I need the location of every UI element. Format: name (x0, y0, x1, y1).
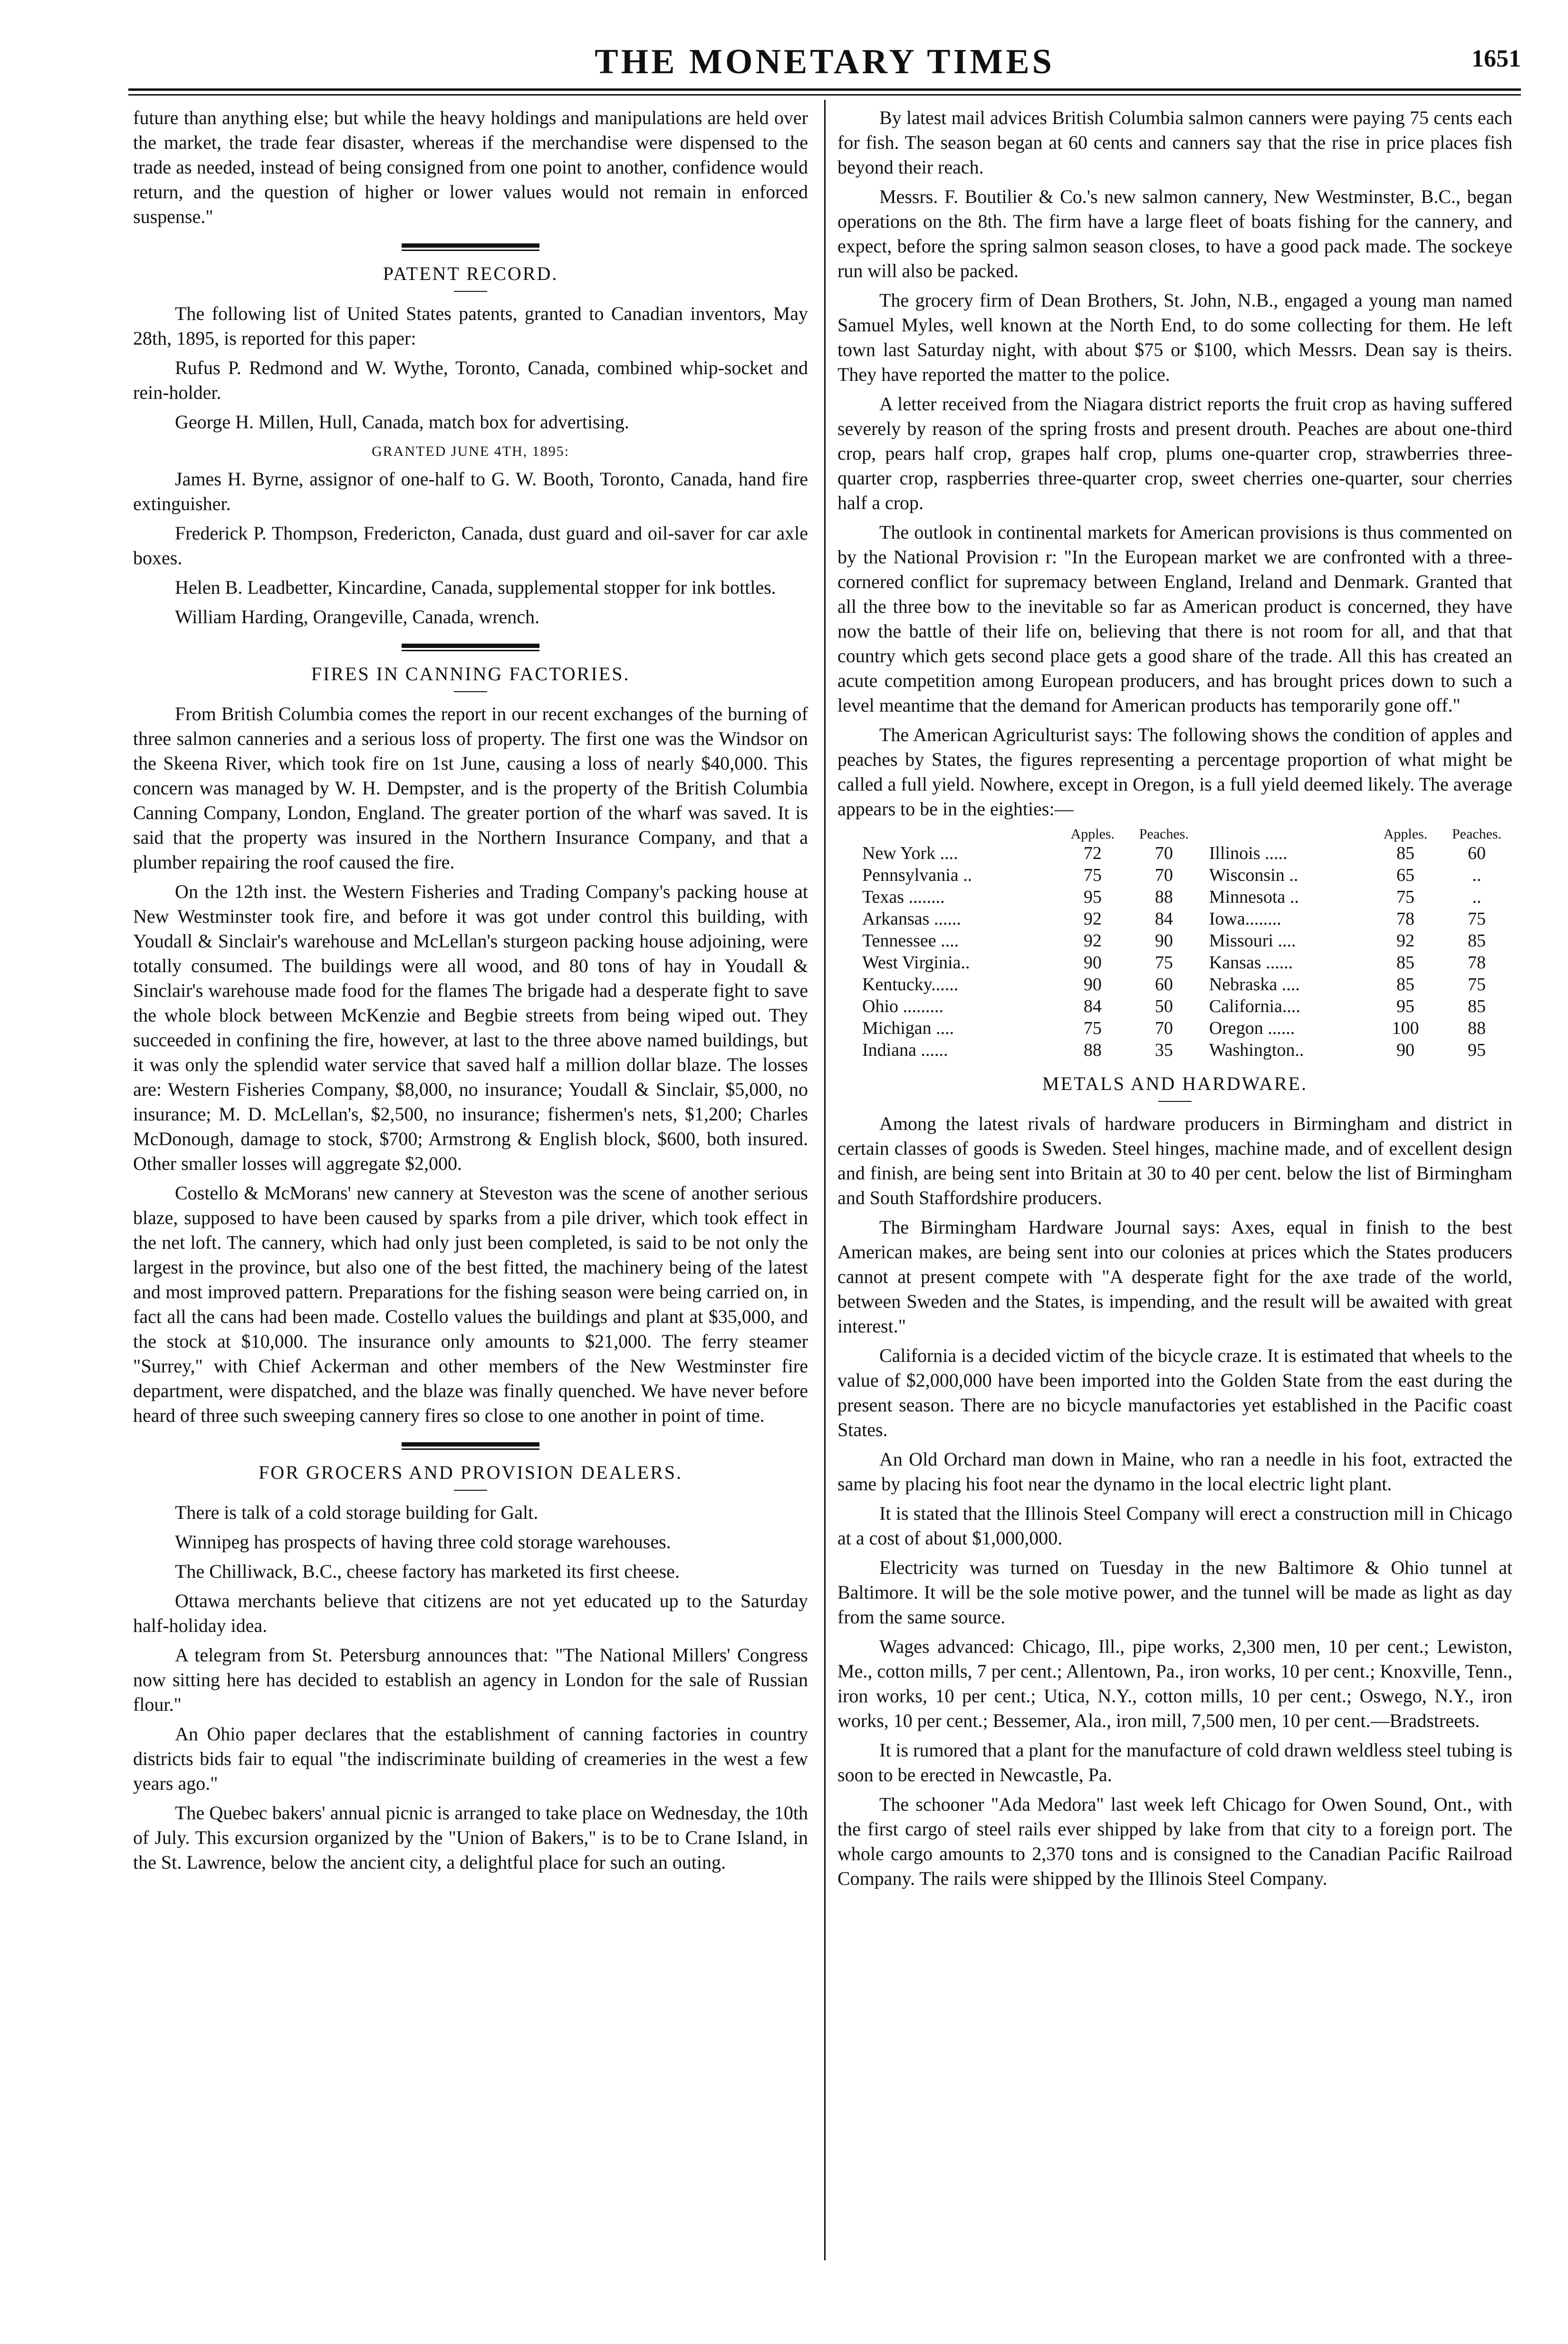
section-title: METALS AND HARDWARE. (1042, 1073, 1308, 1094)
state-name: Texas ........ (862, 887, 945, 907)
peaches-value: 60 (1154, 974, 1173, 994)
peaches-value: 88 (1154, 887, 1173, 907)
apples-value: 75 (1083, 865, 1102, 885)
peaches-value: 75 (1468, 909, 1486, 929)
apples-value: 90 (1083, 953, 1102, 973)
metals-header (837, 1071, 1512, 1102)
state-name: West Virginia.. (862, 953, 970, 973)
section-rule (402, 243, 539, 248)
peaches-value: .. (1472, 887, 1481, 907)
section-rule (402, 644, 539, 648)
patent-record-header (133, 243, 808, 292)
article-continuation: future than anything else; but while the heavy holdings and manipulations are held over the market, the trade fear disaster, whereas if the merchandise were dispensed to the trade as needed, instead of being consigned from one point to another, confidence would return, and the question of higher or lower values would not remain in enforced suspense." (133, 107, 808, 227)
state-name: Oregon ...... (1209, 1018, 1295, 1038)
section-dash (1158, 1101, 1192, 1102)
masthead-rule-thin (128, 94, 1521, 96)
granted-subhead: GRANTED JUNE 4TH, 1895: (372, 444, 569, 459)
peaches-value: 85 (1468, 931, 1486, 951)
section-rule-thin (402, 1448, 539, 1450)
section-rule (402, 1442, 539, 1447)
state-name: Indiana ...... (862, 1040, 948, 1060)
apples-value: 78 (1396, 909, 1414, 929)
paragraph: Costello & McMorans' new cannery at Steveston was the scene of another serious blaze, supposed to have been caused by sparks from a pile driver, which took effect in the net loft. The cannery, which had only just been completed, is said to be not only the largest in the province, but also one of the best fitted, the machinery being of the latest and most improved pattern. Preparations for the fishing season were being carried on, in fact all the cans had been made. Costello values the buildings and plant at $35,000, and the stock at $10,000. The insurance only amounts to $21,000. The ferry steamer "Surrey," with Chief Ackerman and other members of the New Westminster fire department, were dispatched, and the blaze was finally quenched. We have never before heard of three such sweeping cannery fires so close to one another in point of time. (133, 1182, 808, 1426)
peaches-value: 70 (1154, 843, 1173, 863)
peaches-value: 78 (1468, 953, 1486, 973)
grocers-header (133, 1442, 808, 1491)
apples-value: 88 (1083, 1040, 1102, 1060)
table-row (837, 886, 1512, 908)
paragraph: James H. Byrne, assignor of one-half to G. W. Booth, Toronto, Canada, hand fire extinguisher. (133, 468, 808, 514)
paragraph: Among the latest rivals of hardware producers in Birmingham and district in certain classes of goods is Sweden. Steel hinges, machine made, and of excellent design and finish, are being sent into Britain at 30 to 40 per cent. below the list of Birmingham and South Staffordshire producers. (837, 1113, 1512, 1208)
apples-value: 65 (1396, 865, 1414, 885)
peaches-value: 88 (1468, 1018, 1486, 1038)
section-dash (454, 1490, 487, 1491)
left-column (133, 106, 808, 1880)
peaches-value: 84 (1154, 909, 1173, 929)
table-body (837, 842, 1512, 1061)
state-name: Michigan .... (862, 1018, 954, 1038)
paragraph: William Harding, Orangeville, Canada, wrench. (175, 606, 540, 627)
paragraph: Winnipeg has prospects of having three cold storage warehouses. (175, 1531, 671, 1553)
paragraph: The Quebec bakers' annual picnic is arranged to take place on Wednesday, the 10th of July. This excursion organized by the "Union of Bakers," is to be to Crane Island, in the St. Lawrence, below the ancient city, a delightful place for such an outing. (133, 1802, 808, 1873)
crop-condition-table (837, 826, 1512, 1061)
masthead-title: THE MONETARY TIMES (595, 42, 1055, 81)
column-divider (824, 100, 826, 2260)
paragraph: By latest mail advices British Columbia salmon canners were paying 75 cents each for fish. The season began at 60 cents and canners say that the rise in price places fish beyond their reach. (837, 107, 1512, 178)
apples-value: 92 (1083, 909, 1102, 929)
peaches-value: 75 (1154, 953, 1173, 973)
peaches-value: 95 (1468, 1040, 1486, 1060)
right-column (837, 106, 1512, 1896)
state-name: Kansas ...... (1209, 953, 1293, 973)
paragraph: A telegram from St. Petersburg announces that: "The National Millers' Congress now sitting here has decided to establish an agency in London for the sale of Russian flour." (133, 1644, 808, 1715)
table-row (837, 974, 1512, 995)
paragraph: Helen B. Leadbetter, Kincardine, Canada, supplemental stopper for ink bottles. (175, 577, 776, 598)
table-row (837, 952, 1512, 974)
table-row (837, 908, 1512, 930)
paragraph: From British Columbia comes the report in our recent exchanges of the burning of three salmon canneries and a serious loss of property. The first one was the Windsor on the Skeena River, which took fire on 1st June, causing a loss of nearly $40,000. This concern was managed by W. H. Dempster, and is the property of the British Columbia Canning Company, London, England. The greater portion of the wharf was saved. It is said that the property was insured in the Northern Insurance Company, and that a plumber repairing the roof caused the fire. (133, 703, 808, 873)
apples-value: 90 (1396, 1040, 1414, 1060)
paragraph: Messrs. F. Boutilier & Co.'s new salmon cannery, New Westminster, B.C., began operations on the 8th. The firm have a large fleet of boats fishing for the cannery, and expect, before the spring salmon season closes, to have a good pack made. The sockeye run will also be packed. (837, 186, 1512, 281)
paragraph: The schooner "Ada Medora" last week left Chicago for Owen Sound, Ont., with the first cargo of steel rails ever shipped by lake from that city to a foreign port. The whole cargo amounts to 2,370 tons and is consigned to the Canadian Pacific Railroad Company. The rails were shipped by the Illinois Steel Company. (837, 1794, 1512, 1889)
apples-value: 85 (1396, 953, 1414, 973)
table-row (837, 930, 1512, 952)
state-name: Nebraska .... (1209, 974, 1300, 994)
peaches-value: 35 (1154, 1040, 1173, 1060)
column-header: Peaches. (1139, 826, 1189, 842)
table-row (837, 864, 1512, 886)
paragraph: Frederick P. Thompson, Fredericton, Canada, dust guard and oil-saver for car axle boxes. (133, 522, 808, 569)
state-name: Kentucky...... (862, 974, 959, 994)
section-title: PATENT RECORD. (383, 263, 558, 284)
fires-header (133, 644, 808, 692)
apples-value: 92 (1083, 931, 1102, 951)
paragraph: There is talk of a cold storage building for Galt. (175, 1502, 539, 1523)
peaches-value: 60 (1468, 843, 1486, 863)
apples-value: 72 (1083, 843, 1102, 863)
paragraph: The following list of United States patents, granted to Canadian inventors, May 28th, 1895, is reported for this paper: (133, 303, 808, 349)
column-header: Apples. (1070, 826, 1115, 842)
section-rule-thin (402, 650, 539, 651)
paragraph: The outlook in continental markets for American provisions is thus commented on by the National Provision r: "In the European market we are confronted with a three-cornered conflict for supremacy between England, Ireland and Denmark. Granted that all the three bow to the inevitable so far as American product is concerned, they have now the battle of their life on, believing that there is not room for all, and that that country which gets second place gets a good share of the trade. All this has created an acute competition among European producers, and has brought prices down to such a level meantime that the demand for American products has temporarily gone off." (837, 521, 1512, 716)
paragraph: A letter received from the Niagara district reports the fruit crop as having suffered severely by reason of the spring frosts and present drouth. Peaches are about one-third crop, pears half crop, grapes half crop, plums one-quarter crop, strawberries three-quarter crop, raspberries three-quarter crop, sweet cherries one-quarter, sour cherries half a crop. (837, 393, 1512, 513)
paragraph: Rufus P. Redmond and W. Wythe, Toronto, Canada, combined whip-socket and rein-holder. (133, 357, 808, 403)
apples-value: 92 (1396, 931, 1414, 951)
paragraph: Ottawa merchants believe that citizens are not yet educated up to the Saturday half-holiday idea. (133, 1590, 808, 1636)
state-name: Wisconsin .. (1209, 865, 1299, 885)
peaches-value: .. (1472, 865, 1481, 885)
table-row (837, 995, 1512, 1017)
peaches-value: 50 (1154, 996, 1173, 1016)
paragraph: Electricity was turned on Tuesday in the new Baltimore & Ohio tunnel at Baltimore. It will be the sole motive power, and the tunnel will be made as light as day from the same source. (837, 1557, 1512, 1628)
apples-value: 75 (1083, 1018, 1102, 1038)
paragraph: The grocery firm of Dean Brothers, St. John, N.B., engaged a young man named Samuel Myles, well known at the North End, to do some collecting for them. He left town last Saturday night, with about $75 or $100, which Messrs. Dean say is theirs. They have reported the matter to the police. (837, 289, 1512, 385)
section-rule-thin (402, 250, 539, 251)
apples-value: 95 (1396, 996, 1414, 1016)
peaches-value: 75 (1468, 974, 1486, 994)
state-name: California.... (1209, 996, 1300, 1016)
state-name: Arkansas ...... (862, 909, 961, 929)
paragraph: On the 12th inst. the Western Fisheries and Trading Company's packing house at New Westminster took fire, and before it was got under control this building, with Youdall & Sinclair's warehouse and McLellan's sturgeon packing house adjoining, were totally consumed. The buildings were all wood, and 80 tons of hay in Youdall & Sinclair's warehouse made food for the flames The brigade had a desperate fight to save the whole block between McKenzie and Begbie streets from being wiped out. They succeeded in confining the fire, however, at last to the three above named buildings, but it was only the splendid water service that saved half a million dollar blaze. The losses are: Western Fisheries Company, $8,000, no insurance; Youdall & Sinclair, $5,000, no insurance; M. D. McLellan's, $2,500, no insurance; fishermen's nets, $1,200; Charles McDonough, damage to stock, $700; Armstrong & English block, $600, both insured. Other smaller losses will aggregate $2,000. (133, 881, 808, 1174)
apples-value: 85 (1396, 843, 1414, 863)
paragraph: The American Agriculturist says: The following shows the condition of apples and peaches by States, the figures representing a percentage proportion of what might be called a full yield. Nowhere, except in Oregon, is a full yield deemed likely. The average appears to be in the eighties:— (837, 724, 1512, 820)
state-name: New York .... (862, 843, 958, 863)
masthead (128, 42, 1521, 85)
apples-value: 100 (1392, 1018, 1419, 1038)
paragraph: An Old Orchard man down in Maine, who ran a needle in his foot, extracted the same by placing his foot near the dynamo in the local electric light plant. (837, 1448, 1512, 1495)
paragraph: California is a decided victim of the bicycle craze. It is estimated that wheels to the value of $2,000,000 have been imported into the Golden State from the east during the present season. There are no bicycle manufactories yet established in the Pacific coast States. (837, 1345, 1512, 1440)
state-name: Illinois ..... (1209, 843, 1288, 863)
state-name: Ohio ......... (862, 996, 943, 1016)
peaches-value: 70 (1154, 865, 1173, 885)
table-row (837, 1039, 1512, 1061)
section-dash (454, 691, 487, 692)
state-name: Minnesota .. (1209, 887, 1299, 907)
section-title: FIRES IN CANNING FACTORIES. (311, 663, 630, 685)
paragraph: It is rumored that a plant for the manufacture of cold drawn weldless steel tubing is soon to be erected in Newcastle, Pa. (837, 1739, 1512, 1785)
table-row (837, 842, 1512, 864)
paragraph: It is stated that the Illinois Steel Company will erect a construction mill in Chicago at a cost of about $1,000,000. (837, 1503, 1512, 1549)
apples-value: 90 (1083, 974, 1102, 994)
apples-value: 84 (1083, 996, 1102, 1016)
apples-value: 95 (1083, 887, 1102, 907)
apples-value: 85 (1396, 974, 1414, 994)
table-row (837, 1017, 1512, 1039)
paragraph: George H. Millen, Hull, Canada, match box for advertising. (175, 411, 629, 433)
state-name: Tennessee .... (862, 931, 959, 951)
peaches-value: 90 (1154, 931, 1173, 951)
section-dash (454, 291, 487, 292)
masthead-rule (128, 88, 1521, 91)
apples-value: 75 (1396, 887, 1414, 907)
paragraph: Wages advanced: Chicago, Ill., pipe works, 2,300 men, 10 per cent.; Lewiston, Me., cotton mills, 7 per cent.; Allentown, Pa., iron works, 10 per cent.; Knoxville, Tenn., iron works, 10 per cent.; Utica, N.Y., cotton mills, 10 per cent.; Oswego, N.Y., iron works, 10 per cent.; Bessemer, Ala., iron mill, 7,500 men, 10 per cent.—Bradstreets. (837, 1636, 1512, 1731)
peaches-value: 70 (1154, 1018, 1173, 1038)
page-number: 1651 (1472, 45, 1521, 72)
state-name: Pennsylvania .. (862, 865, 972, 885)
state-name: Washington.. (1209, 1040, 1304, 1060)
peaches-value: 85 (1468, 996, 1486, 1016)
column-header: Apples. (1383, 826, 1428, 842)
paragraph: An Ohio paper declares that the establishment of canning factories in country districts bids fair to equal "the indiscriminate building of creameries in the west a few years ago." (133, 1723, 808, 1794)
paragraph: The Chilliwack, B.C., cheese factory has marketed its first cheese. (175, 1561, 680, 1582)
table-header-row (837, 826, 1512, 842)
header-spacer (1200, 826, 1370, 842)
section-title: FOR GROCERS AND PROVISION DEALERS. (258, 1462, 683, 1483)
state-name: Missouri .... (1209, 931, 1296, 951)
column-header: Peaches. (1452, 826, 1502, 842)
paragraph: The Birmingham Hardware Journal says: Axes, equal in finish to the best American makes, are being sent into our colonies at prices which the States producers cannot at present compete with "A desperate fight for the axe trade of the world, between Sweden and the States, is impending, and the result will be awaited with great interest." (837, 1216, 1512, 1337)
header-spacer (837, 826, 1057, 842)
state-name: Iowa........ (1209, 909, 1281, 929)
